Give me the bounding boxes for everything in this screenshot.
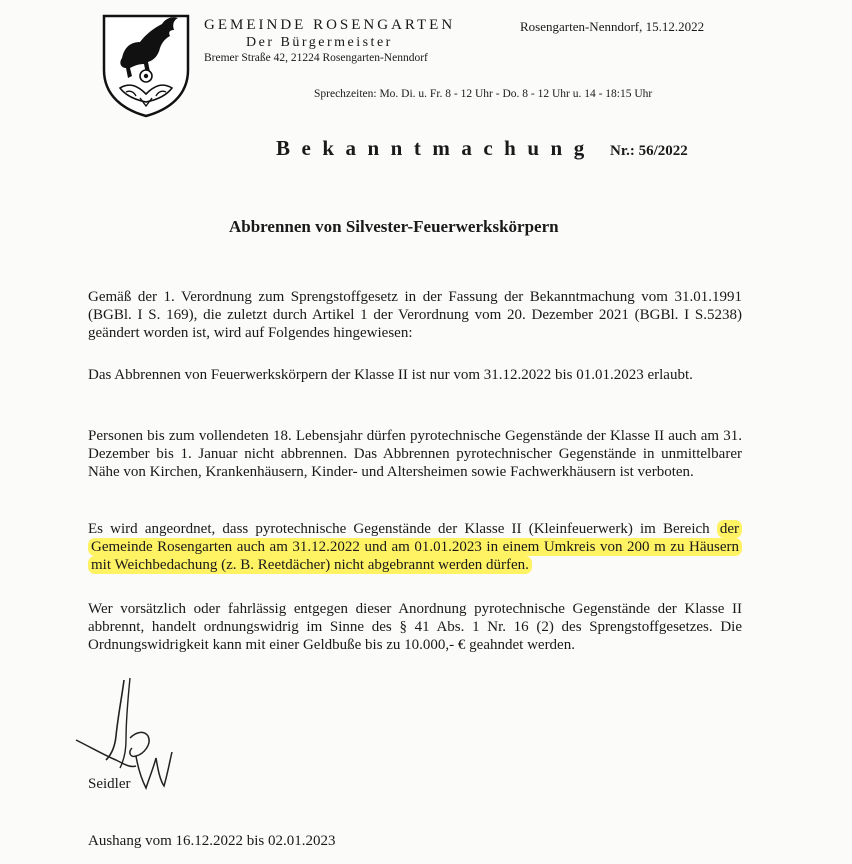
municipal-office-block bbox=[204, 16, 455, 66]
notice-heading: Bekanntmachung bbox=[276, 136, 596, 160]
office-address: Bremer Straße 42, 21224 Rosengarten-Nenndorf bbox=[204, 52, 428, 64]
signer-name: Seidler bbox=[88, 776, 131, 792]
paragraph-penalty: Wer vorsätzlich oder fahrlässig entgegen dieser Anordnung pyrotechnische Gegenstände der Klasse II abbrennt, handelt ordnungswidrig im Sinne des § 41 Abs. 1 Nr. 16 (2) des Sprengstoffgesetzes. Die Ordnungswidrigkeit kann mit einer Geldbuße bis zu 10.000,- € geahndet werden. bbox=[88, 601, 742, 653]
office-title: Der Bürgermeister bbox=[246, 35, 393, 50]
place-and-date: Rosengarten-Nenndorf, 15.12.2022 bbox=[520, 19, 705, 34]
municipal-crest-icon bbox=[100, 12, 192, 118]
order-text: Es wird angeordnet, dass pyrotechnische Gegenstände der Klasse II (Kleinfeuerwerk) im Bereich bbox=[88, 521, 717, 537]
paragraph-restrictions: Personen bis zum vollendeten 18. Lebensjahr dürfen pyrotechnische Gegenstände der Klasse II auch am 31. Dezember bis 1. Januar nicht abbrennen. Das Abbrennen pyrotechnischer Gegenstände in unmittelbarer Nähe von Kirchen, Krankenhäusern, Kinder- und Altersheimen sowie Fachwerkhäusern ist verboten. bbox=[88, 428, 742, 480]
paragraph-order bbox=[88, 520, 742, 574]
paragraph-legal-basis: Gemäß der 1. Verordnung zum Sprengstoffgesetz in der Fassung der Bekanntmachung vom 31.01.1991 (BGBl. I S. 169), die zuletzt durch Artikel 1 der Verordnung vom 20. Dezember 2021 (BGBl. I S.5238) geändert worden ist, wird auf Folgendes hingewiesen: bbox=[88, 289, 742, 341]
highlighted-order-text: der Gemeinde Rosengarten auch am 31.12.2022 und am 01.01.2023 in einem Umkreis von 200 m zu Häusern mit Weichbedachung (z. B. Reetdächer) nicht abgebrannt werden dürfen. bbox=[88, 520, 742, 574]
notice-subject: Abbrennen von Silvester-Feuerwerkskörpern bbox=[229, 217, 559, 236]
municipality-name: GEMEINDE ROSENGARTEN bbox=[204, 17, 456, 33]
paragraph-permitted-period: Das Abbrennen von Feuerwerkskörpern der Klasse II ist nur vom 31.12.2022 bis 01.01.2023 erlaubt. bbox=[88, 367, 693, 383]
posting-period: Aushang vom 16.12.2022 bis 02.01.2023 bbox=[88, 833, 336, 849]
notice-number: Nr.: 56/2022 bbox=[610, 143, 688, 159]
office-hours: Sprechzeiten: Mo. Di. u. Fr. 8 - 12 Uhr - Do. 8 - 12 Uhr u. 14 - 18:15 Uhr bbox=[314, 88, 653, 100]
